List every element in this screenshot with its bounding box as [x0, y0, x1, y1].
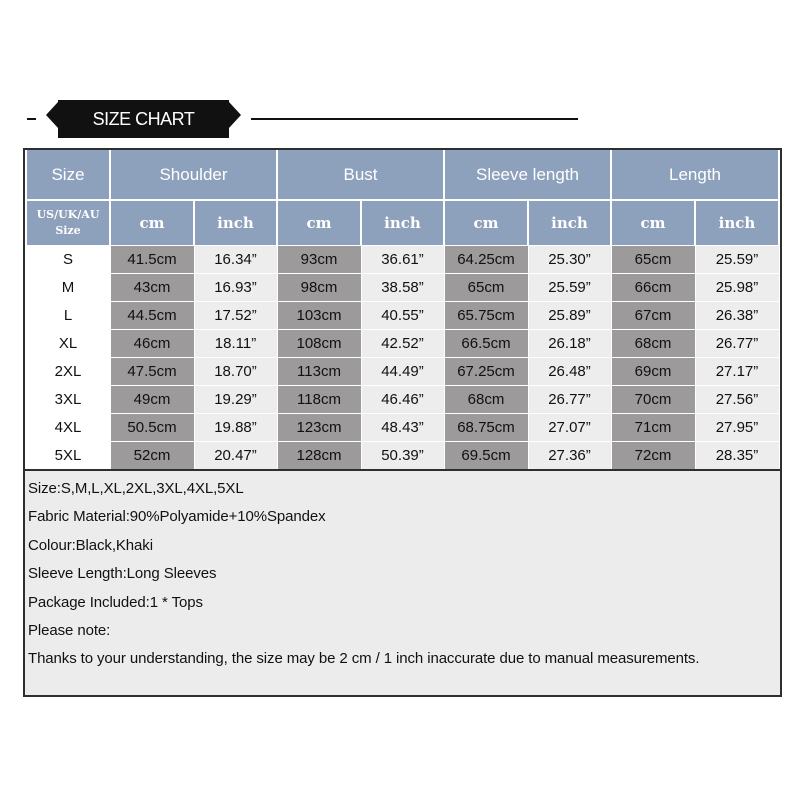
header-bust: Bust: [277, 150, 444, 200]
inch-cell: 50.39”: [361, 442, 444, 470]
inch-cell: 20.47”: [194, 442, 277, 470]
cm-cell: 47.5cm: [110, 358, 194, 386]
info-sleeve-length: Sleeve Length:Long Sleeves: [28, 565, 217, 583]
inch-cell: 25.98”: [695, 274, 779, 302]
size-cell: XL: [26, 330, 110, 358]
inch-cell: 16.93”: [194, 274, 277, 302]
cm-cell: 44.5cm: [110, 302, 194, 330]
table-row: [26, 442, 779, 470]
cm-cell: 43cm: [110, 274, 194, 302]
inch-cell: 42.52”: [361, 330, 444, 358]
inch-cell: 25.30”: [528, 246, 611, 274]
inch-cell: 46.46”: [361, 386, 444, 414]
inch-cell: 25.59”: [695, 246, 779, 274]
banner-dash: [27, 118, 36, 120]
inch-cell: 48.43”: [361, 414, 444, 442]
table-row: [26, 414, 779, 442]
cm-cell: 69cm: [611, 358, 695, 386]
cm-cell: 66.5cm: [444, 330, 528, 358]
size-label: Size: [55, 224, 81, 237]
inch-cell: 25.89”: [528, 302, 611, 330]
cm-cell: 103cm: [277, 302, 361, 330]
inch-cell: 26.18”: [528, 330, 611, 358]
inch-cell: 26.77”: [528, 386, 611, 414]
info-fabric: Fabric Material:90%Polyamide+10%Spandex: [28, 508, 326, 526]
size-chart: [23, 148, 782, 697]
cm-cell: 50.5cm: [110, 414, 194, 442]
inch-cell: 19.29”: [194, 386, 277, 414]
cm-cell: 46cm: [110, 330, 194, 358]
cm-cell: 68cm: [611, 330, 695, 358]
unit-cm: cm: [444, 200, 528, 246]
banner-left-arrow: [46, 102, 58, 128]
cm-cell: 72cm: [611, 442, 695, 470]
inch-cell: 17.52”: [194, 302, 277, 330]
size-cell: 3XL: [26, 386, 110, 414]
header-row-groups: [26, 150, 779, 200]
unit-inch: inch: [528, 200, 611, 246]
cm-cell: 68cm: [444, 386, 528, 414]
cm-cell: 113cm: [277, 358, 361, 386]
inch-cell: 27.17”: [695, 358, 779, 386]
info-colour: Colour:Black,Khaki: [28, 536, 153, 554]
header-shoulder: Shoulder: [110, 150, 277, 200]
size-cell: M: [26, 274, 110, 302]
cm-cell: 98cm: [277, 274, 361, 302]
size-cell: 2XL: [26, 358, 110, 386]
cm-cell: 67cm: [611, 302, 695, 330]
table-row: [26, 386, 779, 414]
banner-rule: [251, 118, 578, 120]
cm-cell: 68.75cm: [444, 414, 528, 442]
cm-cell: 67.25cm: [444, 358, 528, 386]
inch-cell: 26.38”: [695, 302, 779, 330]
inch-cell: 28.35”: [695, 442, 779, 470]
info-note-heading: Please note:: [28, 622, 111, 640]
header-us-uk-au-size: [26, 200, 110, 246]
inch-cell: 40.55”: [361, 302, 444, 330]
size-cell: L: [26, 302, 110, 330]
inch-cell: 26.77”: [695, 330, 779, 358]
cm-cell: 70cm: [611, 386, 695, 414]
size-table-body: [26, 246, 779, 470]
banner-title: SIZE CHART: [58, 100, 229, 138]
unit-cm: cm: [611, 200, 695, 246]
size-cell: S: [26, 246, 110, 274]
inch-cell: 27.95”: [695, 414, 779, 442]
cm-cell: 69.5cm: [444, 442, 528, 470]
inch-cell: 27.36”: [528, 442, 611, 470]
table-row: [26, 274, 779, 302]
cm-cell: 49cm: [110, 386, 194, 414]
cm-cell: 108cm: [277, 330, 361, 358]
banner-right-arrow: [229, 102, 241, 128]
unit-inch: inch: [361, 200, 444, 246]
cm-cell: 128cm: [277, 442, 361, 470]
cm-cell: 66cm: [611, 274, 695, 302]
product-info: [25, 469, 780, 695]
cm-cell: 52cm: [110, 442, 194, 470]
cm-cell: 118cm: [277, 386, 361, 414]
table-row: [26, 330, 779, 358]
size-cell: 5XL: [26, 442, 110, 470]
cm-cell: 65cm: [611, 246, 695, 274]
cm-cell: 64.25cm: [444, 246, 528, 274]
cm-cell: 123cm: [277, 414, 361, 442]
header-length: Length: [611, 150, 779, 200]
inch-cell: 38.58”: [361, 274, 444, 302]
inch-cell: 16.34”: [194, 246, 277, 274]
size-table: [25, 150, 780, 469]
header-size: Size: [26, 150, 110, 200]
inch-cell: 18.11”: [194, 330, 277, 358]
unit-cm: cm: [277, 200, 361, 246]
inch-cell: 19.88”: [194, 414, 277, 442]
cm-cell: 65.75cm: [444, 302, 528, 330]
inch-cell: 36.61”: [361, 246, 444, 274]
header-row-units: [26, 200, 779, 246]
size-chart-banner: [0, 96, 800, 142]
cm-cell: 93cm: [277, 246, 361, 274]
cm-cell: 71cm: [611, 414, 695, 442]
inch-cell: 27.07”: [528, 414, 611, 442]
inch-cell: 18.70”: [194, 358, 277, 386]
info-package: Package Included:1 * Tops: [28, 593, 203, 611]
table-row: [26, 246, 779, 274]
inch-cell: 26.48”: [528, 358, 611, 386]
header-sleeve-length: Sleeve length: [444, 150, 611, 200]
inch-cell: 44.49”: [361, 358, 444, 386]
unit-inch: inch: [695, 200, 779, 246]
table-row: [26, 358, 779, 386]
table-row: [26, 302, 779, 330]
inch-cell: 25.59”: [528, 274, 611, 302]
info-note-text: Thanks to your understanding, the size may be 2 cm / 1 inch inaccurate due to manual measurements.: [28, 650, 700, 668]
size-system-label: US/UK/AU: [36, 208, 100, 221]
size-cell: 4XL: [26, 414, 110, 442]
cm-cell: 41.5cm: [110, 246, 194, 274]
inch-cell: 27.56”: [695, 386, 779, 414]
unit-cm: cm: [110, 200, 194, 246]
unit-inch: inch: [194, 200, 277, 246]
info-sizes: Size:S,M,L,XL,2XL,3XL,4XL,5XL: [28, 480, 244, 497]
cm-cell: 65cm: [444, 274, 528, 302]
